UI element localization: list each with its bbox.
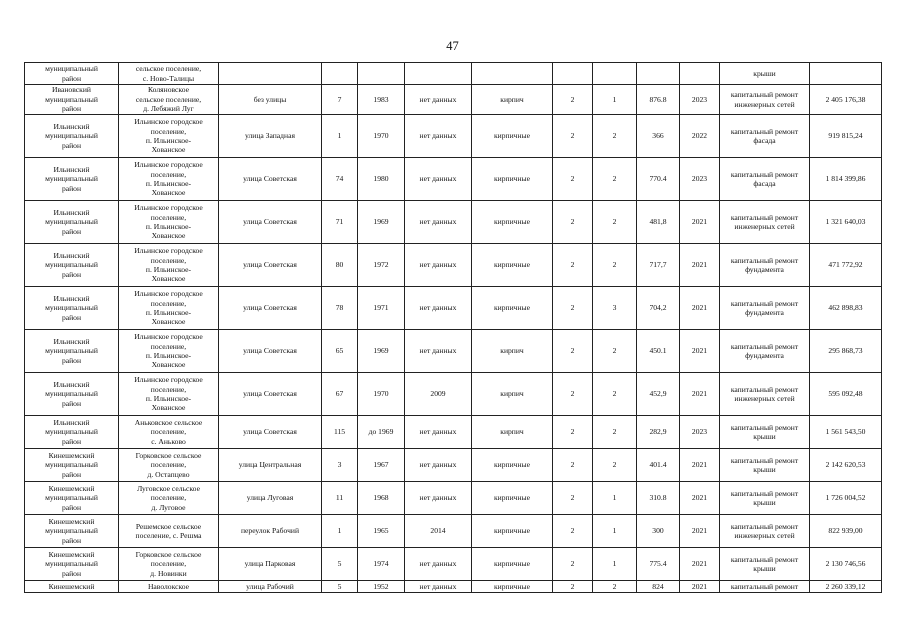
cell-district: Ильинский муниципальный район [25,158,119,201]
page-number: 47 [446,39,459,53]
cell-settlement: Аньковское сельское поселение, с. Аньково [119,416,219,449]
cell-cost: 295 868,73 [810,330,882,373]
cell-year: 1952 [358,581,405,593]
cell-settlement: Горковское сельское поселение, д. Остапцево [119,449,219,482]
cell-floors: 2 [553,158,593,201]
table-row [25,515,882,548]
cell-cost: 462 898,83 [810,287,882,330]
table-row [25,482,882,515]
cell-plan-year: 2022 [680,115,720,158]
cell-repair-year: нет данных [405,201,472,244]
cell-street: без улицы [219,85,322,115]
cell-material: кирпичные [472,581,553,593]
cell-work: капитальный ремонт фундамента [720,330,810,373]
cell-settlement: Луговское сельское поселение, д. Луговое [119,482,219,515]
cell-work: капитальный ремонт крыши [720,482,810,515]
cell-cost: 2 405 176,38 [810,85,882,115]
cell-street: улица Центральная [219,449,322,482]
cell-area: 704,2 [637,287,680,330]
cell-settlement: Ильинское городское поселение, п. Ильинское- Хованское [119,115,219,158]
cell-settlement: Коляновское сельское поселение, д. Лебяжий Луг [119,85,219,115]
cell-repair-year: нет данных [405,482,472,515]
cell-settlement: сельское поселение, с. Ново-Талицы [119,63,219,85]
cell-material: кирпич [472,373,553,416]
cell-district: Ильинский муниципальный район [25,201,119,244]
table-row [25,449,882,482]
cell-material: кирпичные [472,548,553,581]
cell-year: 1968 [358,482,405,515]
cell-year: 1970 [358,373,405,416]
cell-settlement: Ильинское городское поселение, п. Ильинское- Хованское [119,373,219,416]
cell-floors: 2 [553,244,593,287]
cell-entrances: 1 [593,548,637,581]
cell-cost: 822 939,00 [810,515,882,548]
cell-entrances: 2 [593,158,637,201]
cell-work: капитальный ремонт фундамента [720,287,810,330]
cell-settlement: Горковское сельское поселение, д. Новинки [119,548,219,581]
cell-plan-year: 2021 [680,201,720,244]
table-row [25,287,882,330]
cell-area: 775.4 [637,548,680,581]
cell-settlement: Наволокское [119,581,219,593]
cell-year: 1969 [358,330,405,373]
cell-entrances [593,63,637,85]
cell-house: 115 [322,416,358,449]
cell-plan-year: 2021 [680,330,720,373]
cell-house: 3 [322,449,358,482]
cell-material: кирпичные [472,482,553,515]
cell-floors: 2 [553,449,593,482]
cell-plan-year: 2023 [680,85,720,115]
cell-year: 1970 [358,115,405,158]
cell-district: муниципальный район [25,63,119,85]
cell-plan-year: 2021 [680,287,720,330]
table-row [25,581,882,593]
cell-material: кирпичные [472,115,553,158]
cell-work: капитальный ремонт [720,581,810,593]
cell-district: Кинешемский муниципальный район [25,548,119,581]
cell-entrances: 2 [593,449,637,482]
cell-year: 1965 [358,515,405,548]
cell-street: улица Западная [219,115,322,158]
cell-cost: 471 772,92 [810,244,882,287]
cell-house: 65 [322,330,358,373]
cell-cost: 1 726 004,52 [810,482,882,515]
cell-year: 1971 [358,287,405,330]
cell-repair-year: нет данных [405,85,472,115]
cell-street: улица Советская [219,201,322,244]
cell-district: Кинешемский муниципальный район [25,449,119,482]
cell-settlement: Ильинское городское поселение, п. Ильинское- Хованское [119,158,219,201]
cell-work: капитальный ремонт инженерных сетей [720,515,810,548]
cell-area [637,63,680,85]
cell-plan-year [680,63,720,85]
cell-street: улица Советская [219,373,322,416]
cell-material: кирпич [472,330,553,373]
cell-plan-year: 2021 [680,581,720,593]
cell-cost: 2 130 746,56 [810,548,882,581]
cell-year [358,63,405,85]
cell-work: капитальный ремонт инженерных сетей [720,201,810,244]
cell-district: Ильинский муниципальный район [25,373,119,416]
cell-house: 5 [322,581,358,593]
cell-street: улица Луговая [219,482,322,515]
cell-street: переулок Рабочий [219,515,322,548]
cell-entrances: 2 [593,201,637,244]
cell-floors: 2 [553,287,593,330]
cell-work: капитальный ремонт фасада [720,158,810,201]
cell-street: улица Советская [219,287,322,330]
cell-cost: 1 561 543,50 [810,416,882,449]
cell-repair-year: нет данных [405,548,472,581]
cell-work: капитальный ремонт крыши [720,548,810,581]
cell-plan-year: 2021 [680,449,720,482]
cell-area: 876.8 [637,85,680,115]
cell-material: кирпич [472,85,553,115]
cell-material: кирпичные [472,158,553,201]
cell-repair-year: 2009 [405,373,472,416]
cell-floors [553,63,593,85]
cell-district: Ильинский муниципальный район [25,287,119,330]
cell-plan-year: 2023 [680,416,720,449]
cell-area: 481,8 [637,201,680,244]
cell-repair-year: нет данных [405,581,472,593]
cell-work: крыши [720,63,810,85]
cell-house: 1 [322,515,358,548]
table-row [25,373,882,416]
cell-area: 282,9 [637,416,680,449]
cell-street [219,63,322,85]
cell-repair-year: нет данных [405,449,472,482]
cell-entrances: 3 [593,287,637,330]
cell-street: улица Советская [219,244,322,287]
cell-floors: 2 [553,373,593,416]
cell-house: 74 [322,158,358,201]
cell-settlement: Ильинское городское поселение, п. Ильинское- Хованское [119,330,219,373]
cell-material [472,63,553,85]
cell-entrances: 2 [593,373,637,416]
table-row [25,201,882,244]
cell-area: 366 [637,115,680,158]
cell-district: Ильинский муниципальный район [25,330,119,373]
cell-house: 78 [322,287,358,330]
cell-year: 1967 [358,449,405,482]
cell-year: 1980 [358,158,405,201]
cell-year: 1974 [358,548,405,581]
table-row [25,244,882,287]
table-row [25,330,882,373]
cell-floors: 2 [553,201,593,244]
cell-entrances: 2 [593,115,637,158]
cell-street: улица Парковая [219,548,322,581]
cell-plan-year: 2021 [680,482,720,515]
cell-floors: 2 [553,581,593,593]
cell-street: улица Советская [219,330,322,373]
table-row [25,548,882,581]
cell-cost: 2 142 620,53 [810,449,882,482]
cell-year: до 1969 [358,416,405,449]
cell-house: 80 [322,244,358,287]
cell-area: 717,7 [637,244,680,287]
cell-plan-year: 2021 [680,244,720,287]
cell-house: 67 [322,373,358,416]
cell-area: 824 [637,581,680,593]
cell-year: 1972 [358,244,405,287]
cell-settlement: Ильинское городское поселение, п. Ильинское- Хованское [119,201,219,244]
cell-material: кирпич [472,416,553,449]
cell-year: 1983 [358,85,405,115]
cell-district: Ивановский муниципальный район [25,85,119,115]
cell-entrances: 2 [593,244,637,287]
cell-area: 452,9 [637,373,680,416]
cell-district: Ильинский муниципальный район [25,115,119,158]
cell-area: 450.1 [637,330,680,373]
cell-district: Кинешемский муниципальный район [25,482,119,515]
cell-entrances: 2 [593,581,637,593]
table-row [25,63,882,85]
cell-material: кирпичные [472,287,553,330]
cell-house: 71 [322,201,358,244]
cell-cost: 1 814 399,86 [810,158,882,201]
housing-repair-table [24,62,882,593]
cell-entrances: 1 [593,85,637,115]
cell-repair-year: нет данных [405,330,472,373]
cell-house: 5 [322,548,358,581]
cell-repair-year [405,63,472,85]
cell-cost: 595 092,48 [810,373,882,416]
cell-repair-year: 2014 [405,515,472,548]
cell-street: улица Советская [219,158,322,201]
cell-work: капитальный ремонт крыши [720,416,810,449]
cell-district: Кинешемский муниципальный район [25,515,119,548]
cell-street: улица Советская [219,416,322,449]
cell-year: 1969 [358,201,405,244]
cell-plan-year: 2021 [680,373,720,416]
cell-cost: 919 815,24 [810,115,882,158]
cell-work: капитальный ремонт фундамента [720,244,810,287]
cell-material: кирпичные [472,515,553,548]
cell-entrances: 2 [593,330,637,373]
cell-house: 7 [322,85,358,115]
cell-repair-year: нет данных [405,158,472,201]
cell-floors: 2 [553,115,593,158]
cell-settlement: Ильинское городское поселение, п. Ильинское- Хованское [119,244,219,287]
cell-house: 11 [322,482,358,515]
cell-district: Ильинский муниципальный район [25,416,119,449]
cell-floors: 2 [553,416,593,449]
cell-floors: 2 [553,548,593,581]
table-row [25,115,882,158]
cell-entrances: 2 [593,416,637,449]
cell-repair-year: нет данных [405,287,472,330]
cell-floors: 2 [553,515,593,548]
cell-plan-year: 2021 [680,515,720,548]
cell-work: капитальный ремонт фасада [720,115,810,158]
cell-area: 401.4 [637,449,680,482]
cell-house: 1 [322,115,358,158]
cell-floors: 2 [553,482,593,515]
cell-work: капитальный ремонт крыши [720,449,810,482]
cell-area: 770.4 [637,158,680,201]
cell-plan-year: 2023 [680,158,720,201]
cell-area: 310.8 [637,482,680,515]
cell-material: кирпичные [472,244,553,287]
cell-repair-year: нет данных [405,416,472,449]
cell-entrances: 1 [593,515,637,548]
cell-house [322,63,358,85]
cell-area: 300 [637,515,680,548]
table-row [25,416,882,449]
cell-repair-year: нет данных [405,244,472,287]
table-row [25,85,882,115]
cell-material: кирпичные [472,201,553,244]
cell-street: улица Рабочий [219,581,322,593]
cell-entrances: 1 [593,482,637,515]
cell-repair-year: нет данных [405,115,472,158]
cell-cost [810,63,882,85]
cell-floors: 2 [553,330,593,373]
cell-district: Кинешемский [25,581,119,593]
cell-floors: 2 [553,85,593,115]
cell-district: Ильинский муниципальный район [25,244,119,287]
cell-settlement: Решемское сельское поселение, с. Решма [119,515,219,548]
cell-cost: 1 321 640,03 [810,201,882,244]
cell-work: капитальный ремонт инженерных сетей [720,85,810,115]
cell-work: капитальный ремонт инженерных сетей [720,373,810,416]
table-row [25,158,882,201]
cell-material: кирпичные [472,449,553,482]
cell-settlement: Ильинское городское поселение, п. Ильинское- Хованское [119,287,219,330]
cell-cost: 2 260 339,12 [810,581,882,593]
cell-plan-year: 2021 [680,548,720,581]
